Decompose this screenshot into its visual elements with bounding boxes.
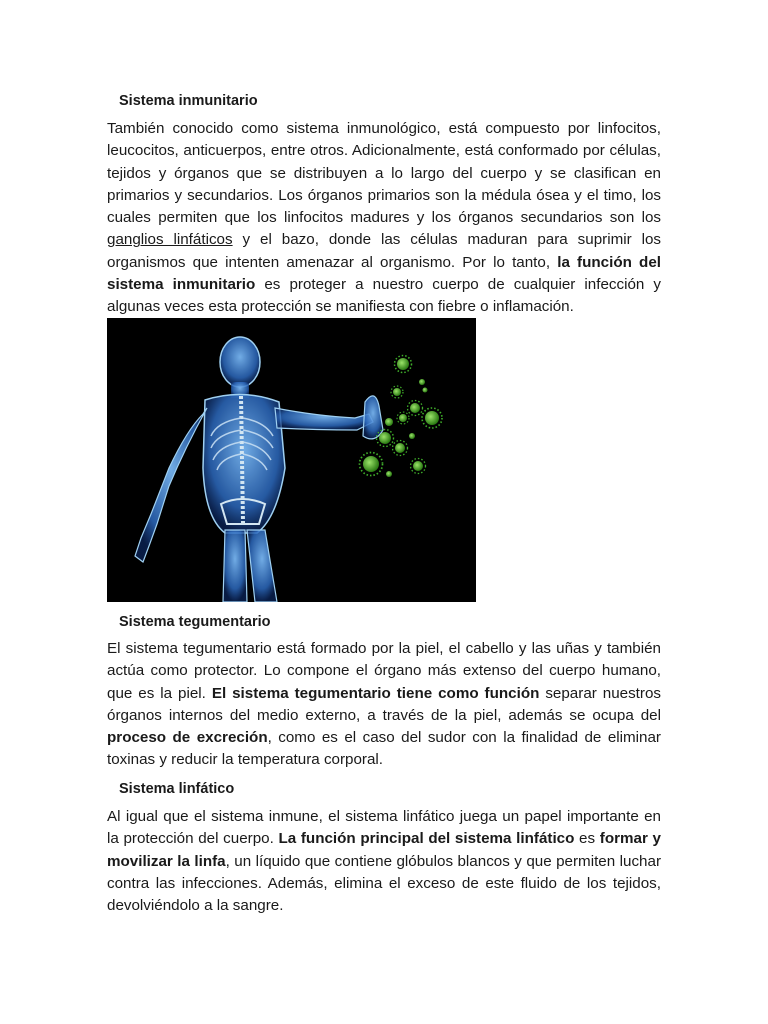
paragraph-sistema-linfatico bbox=[107, 806, 661, 917]
bold-text: formar y movilizar la linfa bbox=[107, 830, 661, 870]
paragraph-sistema-inmunitario bbox=[107, 118, 661, 319]
text-run: , un líquido que contiene glóbulos blancos y que permiten luchar contra las infecciones. Además, elimina el exceso de este fluido de los tejidos, devolviéndolo a la sangre. bbox=[107, 852, 661, 915]
immune-system-figure bbox=[107, 318, 476, 602]
text-run: es proteger a nuestro cuerpo de cualquier infección y algunas veces esta protección se manifiesta con fiebre o inflamación. bbox=[107, 276, 661, 316]
bold-text: proceso de excreción bbox=[107, 729, 268, 747]
text-run: es bbox=[574, 830, 600, 848]
text-run: También conocido como sistema inmunológico, está compuesto por linfocitos, leucocitos, anticuerpos, entre otros. Adicionalmente, está conformado por células, tejidos y órganos que se distribuyen a lo largo del cuerpo y se clasifican en primarios y secundarios. Los órganos primarios son la médula ósea y el timo, los cuales permiten que los linfocitos madures y los órganos secundarios son los bbox=[107, 120, 661, 227]
bold-text: la función del sistema inmunitario bbox=[107, 253, 661, 294]
text-run: y el bazo, donde las células maduran para suprimir los organismos que intenten amenazar al organismo. Por lo tanto, bbox=[107, 231, 661, 271]
link-ganglios-linfaticos[interactable]: ganglios linfáticos bbox=[107, 231, 233, 249]
text-run: , como es el caso del sudor con la finalidad de eliminar toxinas y reducir la temperatura corporal. bbox=[107, 729, 661, 769]
heading-sistema-linfatico: Sistema linfático bbox=[119, 781, 235, 797]
heading-sistema-tegumentario: Sistema tegumentario bbox=[119, 614, 271, 630]
bold-text: La función principal del sistema linfático bbox=[278, 830, 575, 848]
paragraph-sistema-tegumentario bbox=[107, 638, 661, 772]
heading-sistema-inmunitario: Sistema inmunitario bbox=[119, 93, 258, 109]
bold-text: El sistema tegumentario tiene como función bbox=[211, 684, 540, 702]
human-body-virus-illustration bbox=[107, 318, 476, 602]
text-run: separar nuestros órganos internos del medio externo, a través de la piel, además se ocupa del bbox=[107, 684, 662, 724]
text-run: Al igual que el sistema inmune, el sistema linfático juega un papel importante en la protección del cuerpo. bbox=[107, 808, 661, 848]
text-run: El sistema tegumentario está formado por la piel, el cabello y las uñas y también actúa como protector. Lo compone el órgano más extenso del cuerpo humano, que es la piel. bbox=[107, 640, 661, 702]
